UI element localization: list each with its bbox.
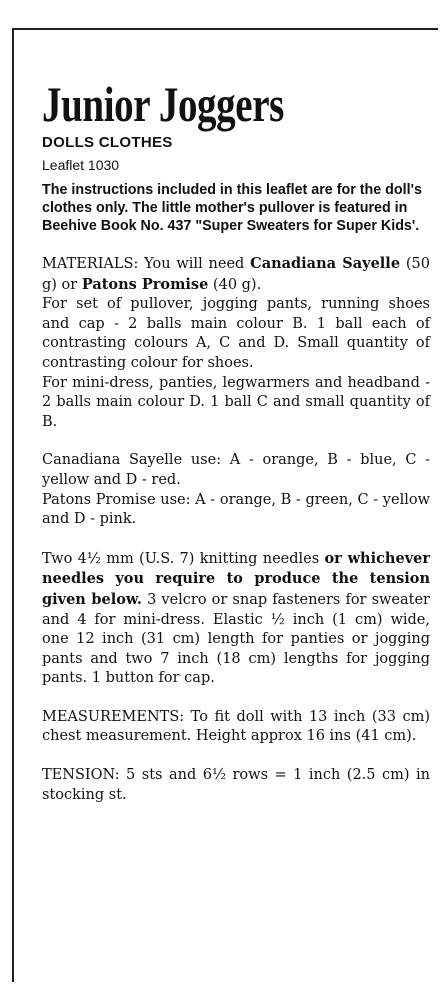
materials-mid: (50 g) or (42, 256, 430, 293)
yarn-promise: Patons Promise (81, 275, 209, 293)
needles-bold: or whichever needles you require to produce the tension given below. (42, 549, 430, 608)
yarn-sayelle: Canadiana Sayelle (250, 255, 401, 272)
intro-paragraph: The instructions included in this leaflet are for the doll's clothes only. The little mother's pullover is featured in Beehive Book No. 437 "Super Sweaters for Super Kids'. (42, 182, 422, 234)
leaflet-content (42, 76, 430, 805)
page-title: Junior Joggers (42, 76, 284, 132)
minidress-materials: For mini-dress, panties, legwarmers and headband - 2 balls main colour D. 1 ball C and small quantity of B. (42, 374, 430, 430)
needles-paragraph (42, 549, 430, 689)
materials-paragraph (42, 254, 430, 295)
needles-start: Two 4½ mm (U.S. 7) knitting needles (42, 550, 325, 567)
materials-tail: (40 g). (208, 276, 262, 293)
sayelle-colours: Canadiana Sayelle use: A - orange, B - blue, C - yellow and D - red. (42, 452, 430, 488)
leaflet-number: Leaflet 1030 (42, 157, 120, 173)
measurements-paragraph: MEASUREMENTS: To fit doll with 13 inch (33 cm) chest measurement. Height approx 16 ins (41 cm). (42, 708, 430, 745)
pullover-set-materials: For set of pullover, jogging pants, running shoes and cap - 2 balls main colour B. 1 ball each of contrasting colours A, C and D. Small quantity of contrasting colour for shoes. (42, 296, 430, 371)
promise-colours: Patons Promise use: A - orange, B - green, C - yellow and D - pink. (42, 491, 430, 528)
needles-rest: 3 velcro or snap fasteners for sweater and 4 for mini-dress. Elastic ½ inch (1 cm) wide, one 12 inch (31 cm) length for panties or jogging pants and two 7 inch (18 cm) lengths for jogging pants. 1 button for cap. (42, 591, 430, 687)
materials-lead: MATERIALS: You will need (42, 256, 251, 272)
subtitle: DOLLS CLOTHES (42, 134, 173, 151)
tension-paragraph: TENSION: 5 sts and 6½ rows = 1 inch (2.5 cm) in stocking st. (42, 767, 430, 803)
